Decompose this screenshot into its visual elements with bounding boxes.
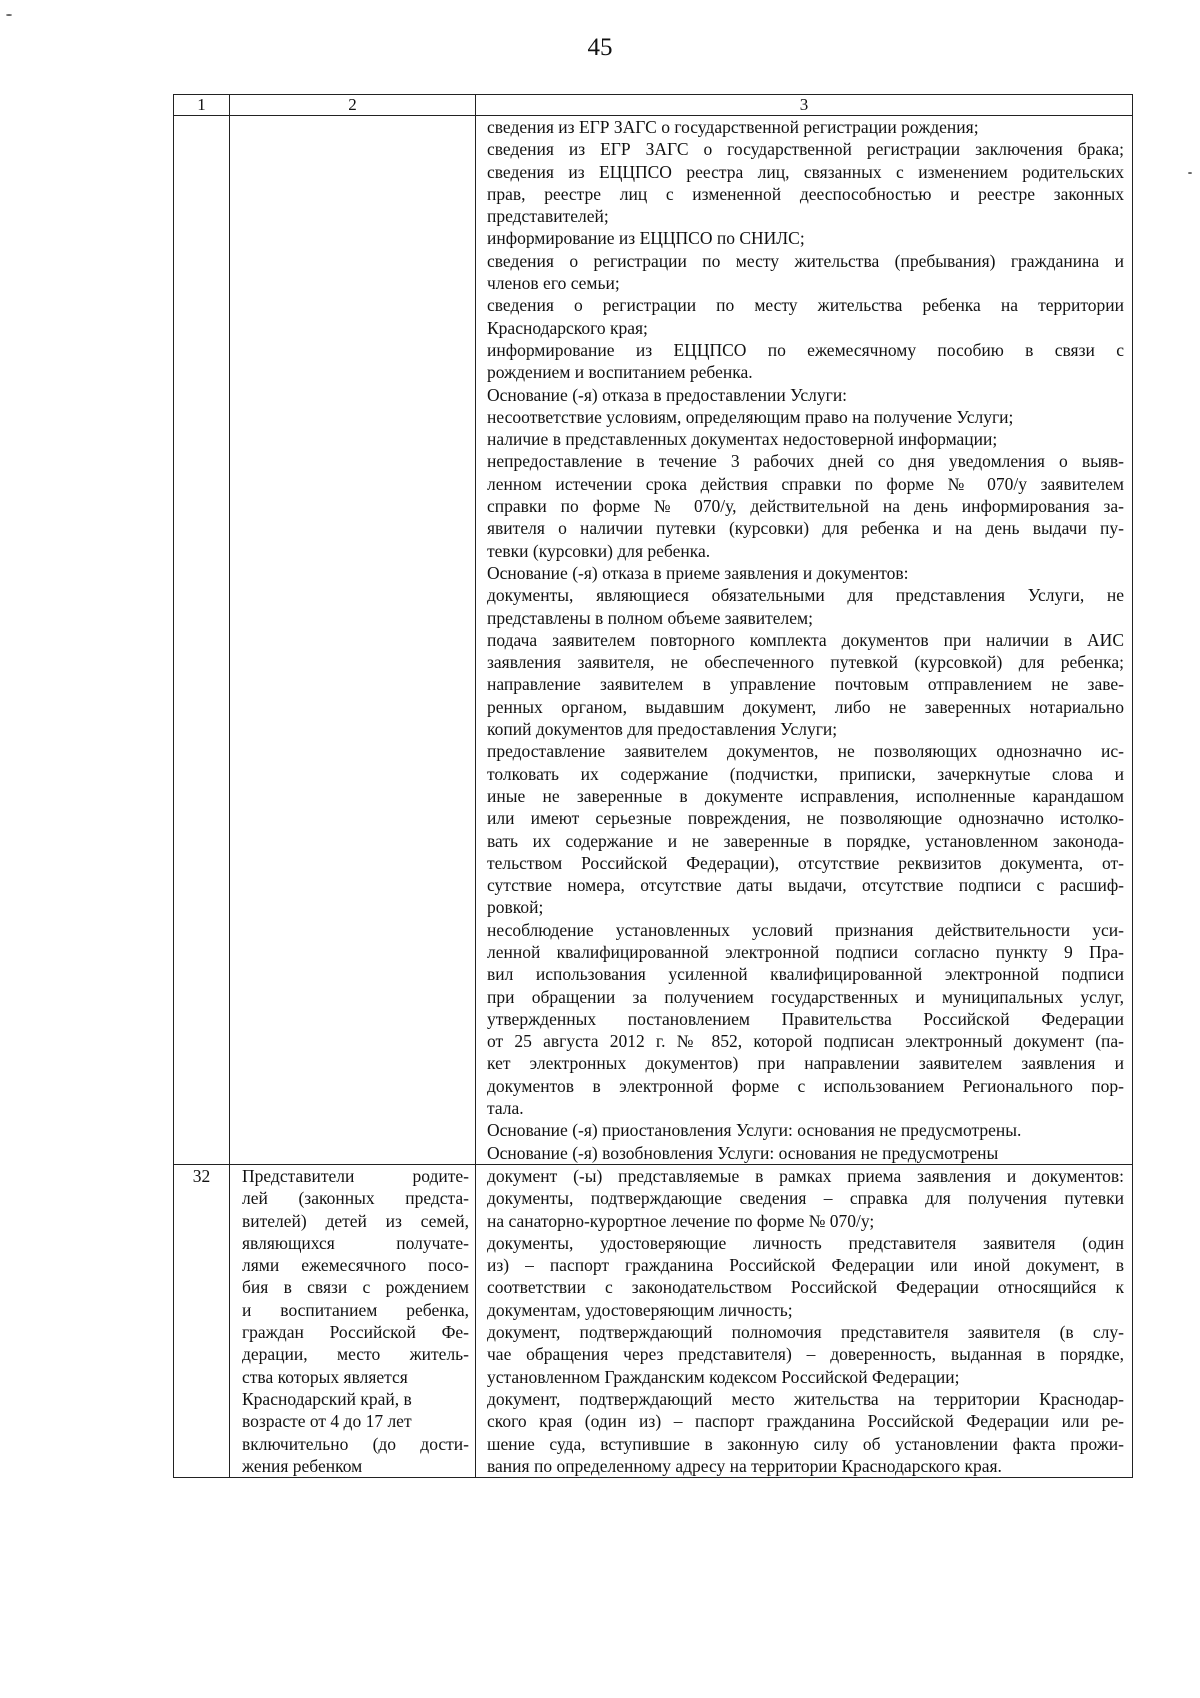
text-line: документам, удостоверяющим личность; — [487, 1299, 793, 1320]
text-line: представлены в полном объеме заявителем; — [487, 607, 813, 628]
text-line: Основание (-я) приостановления Услуги: основания не предусмотрены. — [487, 1120, 1022, 1141]
text-line: заявления заявителя, не обеспеченного путевкой (курсовкой) для ребенка; — [487, 652, 1124, 673]
text-line: или имеют серьезные повреждения, не позволяющие однозначно истолко- — [487, 808, 1124, 829]
text-line: прав, реестре лиц с измененной дееспособностью и реестре законных — [487, 183, 1124, 204]
text-line: информирование из ЕЦЦПСО по СНИЛС; — [487, 228, 805, 249]
service-details-text — [487, 116, 1124, 1164]
text-line: лями ежемесячного посо- — [242, 1255, 469, 1276]
text-line: документ (-ы) представляемые в рамках приема заявления и документов: — [487, 1165, 1124, 1186]
text-line: ленной квалифицированной электронной подписи согласно пункту 9 Пра- — [487, 941, 1124, 962]
text-line: ства которых является — [242, 1366, 408, 1387]
text-line: тевки (курсовки) для ребенка. — [487, 540, 711, 561]
text-line: от 25 августа 2012 г. № 852, которой подписан электронный документ (па- — [487, 1031, 1124, 1052]
recipient-category-text — [242, 1165, 469, 1477]
text-line: сведения о регистрации по месту жительства (пребывания) гражданина и — [487, 250, 1124, 271]
text-line: Основание (-я) отказа в предоставлении Услуги: — [487, 384, 848, 405]
text-line: тала. — [487, 1098, 524, 1119]
text-line: справки по форме № 070/у, действительной на день информирования за- — [487, 496, 1124, 517]
recipient-category — [230, 116, 476, 1165]
text-line: являющихся получате- — [242, 1232, 469, 1253]
text-line: членов его семьи; — [487, 273, 620, 294]
header-col-1: 1 — [174, 95, 230, 116]
text-line: включительно (до дости- — [242, 1433, 469, 1454]
text-line: вил использования усиленной квалифицированной электронной подписи — [487, 964, 1124, 985]
text-line: Представители родите- — [242, 1165, 469, 1186]
text-line: граждан Российской Фе- — [242, 1322, 469, 1343]
text-line: сведения о регистрации по месту жительства ребенка на территории — [487, 295, 1124, 316]
text-line: направление заявителем в управление почтовым отправлением не заве- — [487, 674, 1124, 695]
text-line: рождением и воспитанием ребенка. — [487, 362, 753, 383]
header-col-3: 3 — [476, 95, 1133, 116]
text-line: копий документов для предоставления Услуги; — [487, 719, 838, 740]
text-line: и воспитанием ребенка, — [242, 1299, 469, 1320]
text-line: бия в связи с рождением — [242, 1277, 469, 1298]
text-line: сведения из ЕГР ЗАГС о государственной регистрации заключения брака; — [487, 139, 1124, 160]
text-line: подача заявителем повторного комплекта документов при наличии в АИС — [487, 629, 1124, 650]
text-line: Краснодарского края; — [487, 317, 648, 338]
text-line: вителей) детей из семей, — [242, 1210, 469, 1231]
text-line: тельством Российской Федерации), отсутствие реквизитов документа, от- — [487, 852, 1124, 873]
text-line: утвержденных постановлением Правительства Российской Федерации — [487, 1008, 1124, 1029]
text-line: ровкой; — [487, 897, 544, 918]
text-line: ского края (один из) – паспорт гражданина Российской Федерации или ре- — [487, 1411, 1124, 1432]
text-line: документы, подтверждающие сведения – справка для получения путевки — [487, 1188, 1124, 1209]
table-header-row — [174, 95, 1133, 116]
scan-mark — [6, 14, 12, 16]
page-number: 45 — [587, 34, 613, 61]
table-row-32 — [174, 1164, 1133, 1477]
text-line: сутствие номера, отсутствие даты выдачи, отсутствие подписи с расшиф- — [487, 875, 1124, 896]
text-line: документ, подтверждающий полномочия представителя заявителя (в слу- — [487, 1322, 1124, 1343]
text-line: сведения из ЕГР ЗАГС о государственной регистрации рождения; — [487, 117, 979, 137]
text-line: чае обращения через представителя) – доверенность, выданная в порядке, — [487, 1344, 1124, 1365]
service-details — [476, 1164, 1133, 1477]
text-line: кет электронных документов) при направлении заявителем заявления и — [487, 1053, 1124, 1074]
row-number: 32 — [174, 1164, 230, 1477]
document-table — [173, 94, 1133, 1478]
text-line: вать их содержание и не заверенные в порядке, установленном законода- — [487, 830, 1124, 851]
text-line: явителя о наличии путевки (курсовки) для ребенка и на день выдачи пу- — [487, 518, 1124, 539]
text-line: соответствии с законодательством Российской Федерации относящийся к — [487, 1277, 1124, 1298]
scan-mark — [1188, 172, 1192, 174]
text-line: документ, подтверждающий место жительства на территории Краснодар- — [487, 1388, 1124, 1409]
table-row-31-continued — [174, 116, 1133, 1165]
service-details — [476, 116, 1133, 1165]
text-line: непредоставление в течение 3 рабочих дней со дня уведомления о выяв- — [487, 451, 1124, 472]
text-line: документы, удостоверяющие личность представителя заявителя (один — [487, 1232, 1124, 1253]
text-line: дерации, место житель- — [242, 1344, 469, 1365]
recipient-category — [230, 1164, 476, 1477]
text-line: представителей; — [487, 206, 609, 227]
text-line: шение суда, вступившие в законную силу об установлении факта прожи- — [487, 1433, 1124, 1454]
text-line: информирование из ЕЦЦПСО по ежемесячному пособию в связи с — [487, 339, 1124, 360]
text-line: Краснодарский край, в — [242, 1388, 412, 1409]
header-col-2: 2 — [230, 95, 476, 116]
row-number — [174, 116, 230, 1165]
text-line: Основание (-я) возобновления Услуги: основания не предусмотрены — [487, 1142, 999, 1163]
text-line: при обращении за получением государственных и муниципальных услуг, — [487, 986, 1124, 1007]
text-line: лей (законных предста- — [242, 1188, 469, 1209]
text-line: установленном Гражданским кодексом Российской Федерации; — [487, 1366, 960, 1387]
text-line: возрасте от 4 до 17 лет — [242, 1411, 412, 1432]
text-line: жения ребенком — [242, 1455, 363, 1476]
text-line: иные не заверенные в документе исправления, исполненные карандашом — [487, 785, 1124, 806]
text-line: Основание (-я) отказа в приеме заявления и документов: — [487, 562, 909, 583]
text-line: на санаторно-курортное лечение по форме № 070/у; — [487, 1210, 875, 1231]
text-line: вания по определенному адресу на территории Краснодарского края. — [487, 1455, 1002, 1476]
text-line: наличие в представленных документах недостоверной информации; — [487, 429, 998, 450]
text-line: несоблюдение установленных условий признания действительности уси- — [487, 919, 1124, 940]
text-line: документов в электронной форме с использованием Регионального пор- — [487, 1075, 1124, 1096]
text-line: несоответствие условиям, определяющим право на получение Услуги; — [487, 406, 1014, 427]
text-line: из) – паспорт гражданина Российской Федерации или иной документ, в — [487, 1255, 1124, 1276]
text-line: толковать их содержание (подчистки, приписки, зачеркнутые слова и — [487, 763, 1124, 784]
text-line: ленном истечении срока действия справки по форме № 070/у заявителем — [487, 473, 1124, 494]
text-line: документы, являющиеся обязательными для представления Услуги, не — [487, 585, 1124, 606]
text-line: предоставление заявителем документов, не позволяющих однозначно ис- — [487, 741, 1124, 762]
service-details-text — [487, 1165, 1124, 1477]
text-line: ренных органом, выдавшим документ, либо не заверенных нотариально — [487, 696, 1124, 717]
text-line: сведения из ЕЦЦПСО реестра лиц, связанных с изменением родительских — [487, 161, 1124, 182]
